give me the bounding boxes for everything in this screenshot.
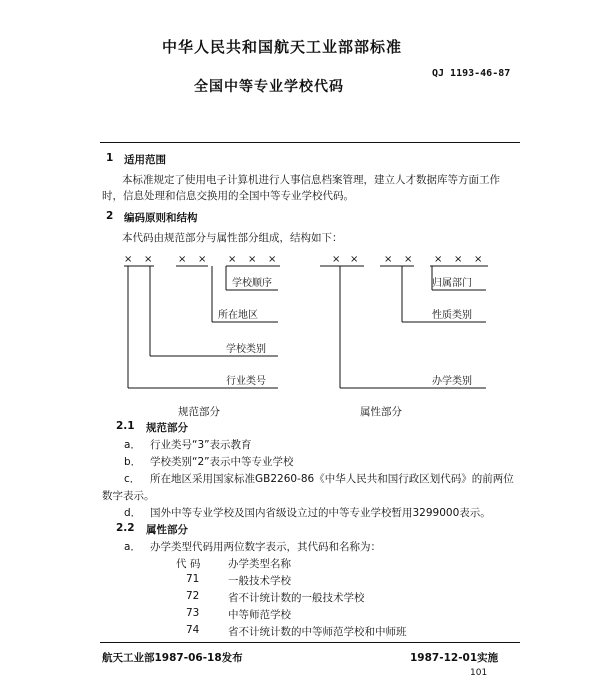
item-text: 学校类别“2”表示中等专业学校	[150, 456, 294, 468]
section-2-intro: 本代码由规范部分与属性部分组成，结构如下：	[122, 232, 343, 244]
x-mark: ×	[198, 254, 207, 265]
section-2-2-number: 2.2	[116, 522, 135, 534]
left-caption: 规范部分	[178, 406, 220, 418]
label-school-type: 办学类别	[432, 376, 472, 387]
section-1-body-line1: 本标准规定了使用电子计算机进行人事信息档案管理，建立人才数据库等方面工作	[122, 174, 500, 186]
item-text: 办学类型代码用两位数字表示，其代码和名称为：	[150, 541, 381, 553]
table-cell-name: 省不计统计数的一般技术学校	[228, 592, 365, 604]
x-mark: ×	[332, 254, 341, 265]
issued-date: 航天工业部1987-06-18发布	[102, 652, 243, 664]
x-mark: ×	[124, 254, 133, 265]
item-label: a．	[124, 541, 141, 553]
label-industry-code: 行业类号	[226, 376, 266, 387]
item-label: a．	[124, 439, 141, 451]
table-cell-code: 74	[186, 624, 200, 636]
table-cell-name: 省不计统计数的中等师范学校和中师班	[228, 626, 407, 638]
effective-date: 1987-12-01实施	[410, 652, 499, 664]
section-2-1-title: 规范部分	[146, 422, 188, 434]
x-mark: ×	[434, 254, 443, 265]
standard-code: QJ 1193-46-87	[432, 68, 511, 79]
x-mark: ×	[474, 254, 483, 265]
right-caption: 属性部分	[360, 406, 402, 418]
section-1-title: 适用范围	[124, 154, 166, 166]
x-mark: ×	[144, 254, 153, 265]
section-2-number: 2	[106, 210, 114, 222]
x-mark: ×	[350, 254, 359, 265]
x-mark: ×	[384, 254, 393, 265]
table-cell-name: 中等师范学校	[228, 609, 291, 621]
table-cell-name: 一般技术学校	[228, 575, 291, 587]
section-1-body-line2: 时，信息处理和信息交换用的全国中等专业学校代码。	[102, 190, 354, 202]
footer-rule	[100, 642, 520, 643]
item-label: d．	[124, 507, 142, 519]
x-mark: ×	[454, 254, 463, 265]
x-mark: ×	[268, 254, 277, 265]
table-cell-code: 73	[186, 607, 200, 619]
table-cell-code: 72	[186, 590, 200, 602]
section-2-1-number: 2.1	[116, 420, 135, 432]
section-2-2-title: 属性部分	[146, 524, 188, 536]
label-school-category: 学校类别	[226, 344, 266, 355]
item-text: 行业类号“3”表示教育	[150, 439, 252, 451]
x-mark: ×	[404, 254, 413, 265]
x-mark: ×	[178, 254, 187, 265]
table-cell-code: 71	[186, 573, 200, 585]
table-header-code: 代 码	[176, 558, 201, 570]
label-affiliation: 归属部门	[432, 278, 472, 289]
table-header-name: 办学类型名称	[228, 558, 291, 570]
x-mark: ×	[248, 254, 257, 265]
item-text: 所在地区采用国家标准GB2260-86《中华人民共和国行政区划代码》的前两位	[150, 473, 514, 485]
section-1-number: 1	[106, 152, 114, 164]
item-text: 国外中等专业学校及国内省级设立过的中等专业学校暂用3299000表示。	[150, 507, 491, 519]
label-region: 所在地区	[218, 310, 258, 321]
document-title: 全国中等专业学校代码	[194, 79, 344, 95]
section-2-title: 编码原则和结构	[124, 212, 198, 224]
item-label: b．	[124, 456, 142, 468]
label-nature-category: 性质类别	[432, 310, 472, 321]
x-mark: ×	[228, 254, 237, 265]
label-school-sequence: 学校顺序	[232, 278, 272, 289]
item-text-continuation: 数字表示。	[102, 490, 155, 502]
org-standard-heading: 中华人民共和国航天工业部部标准	[162, 38, 403, 56]
page-number: 101	[470, 668, 488, 678]
item-label: c．	[124, 473, 141, 485]
